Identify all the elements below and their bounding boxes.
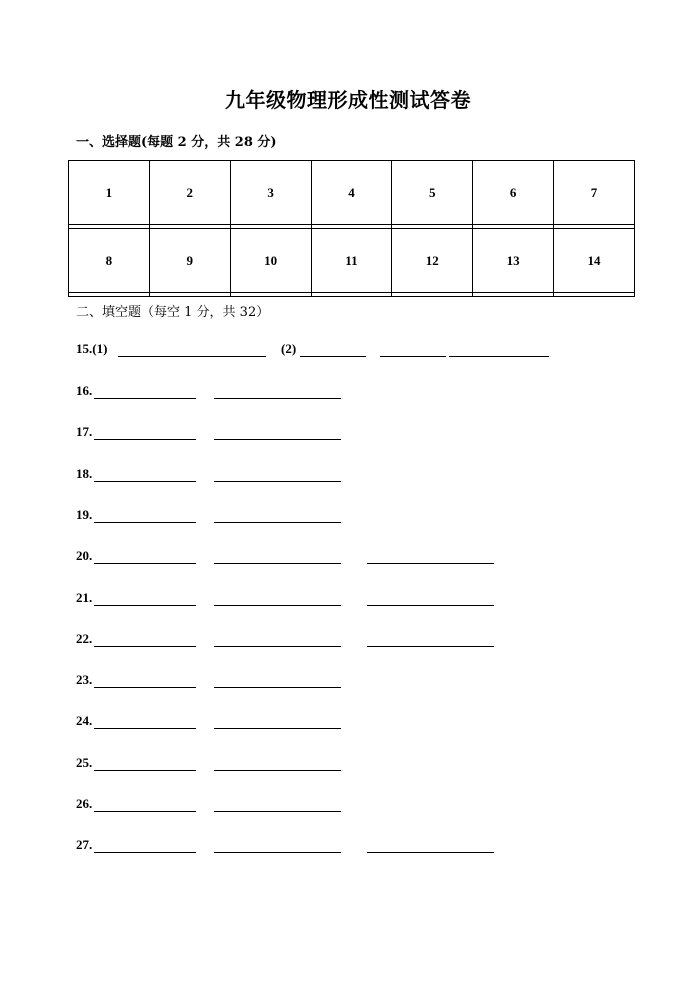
answer-blank[interactable] (367, 852, 494, 853)
answer-blank[interactable] (94, 563, 196, 564)
question-number-cell: 7 (554, 161, 635, 225)
answer-blank[interactable] (449, 356, 549, 357)
answer-grid-answer-row (69, 293, 635, 297)
question-row (76, 548, 506, 566)
question-number: 27. (76, 837, 93, 853)
question-number: 22. (76, 630, 93, 646)
answer-blank[interactable] (94, 522, 196, 523)
question-number-cell: 11 (311, 228, 392, 292)
question-number-cell: 2 (149, 161, 230, 225)
question-number-cell: 10 (230, 228, 311, 292)
answer-blank[interactable] (300, 356, 366, 357)
answer-blank[interactable] (380, 356, 446, 357)
question-number: 23. (76, 672, 93, 688)
answer-blank[interactable] (94, 852, 196, 853)
page-title: 九年级物理形成性测试答卷 (225, 88, 471, 112)
answer-blank[interactable] (214, 687, 341, 688)
answer-cell[interactable] (473, 293, 554, 297)
question-row (76, 755, 506, 773)
answer-blank[interactable] (214, 522, 341, 523)
question-number-cell: 6 (473, 161, 554, 225)
answer-blank[interactable] (367, 605, 494, 606)
question-number: 19. (76, 506, 93, 522)
question-row (76, 383, 506, 401)
question-number: 15.(1) (76, 341, 108, 356)
question-row (76, 672, 506, 690)
answer-blank[interactable] (94, 605, 196, 606)
question-row (76, 590, 506, 608)
answer-blank[interactable] (214, 811, 341, 812)
question-number: 24. (76, 713, 93, 729)
question-row-15 (76, 341, 556, 359)
question-row (76, 631, 506, 649)
question-number-cell: 8 (69, 228, 150, 292)
answer-cell[interactable] (230, 293, 311, 297)
question-row (76, 713, 506, 731)
question-row (76, 466, 506, 484)
question-number-cell: 1 (69, 161, 150, 225)
question-number: 21. (76, 589, 93, 605)
answer-blank[interactable] (214, 398, 341, 399)
question-number-cell: 9 (149, 228, 230, 292)
question-number-cell: 5 (392, 161, 473, 225)
question-number: 16. (76, 383, 93, 398)
answer-blank[interactable] (94, 481, 196, 482)
answer-blank[interactable] (214, 605, 341, 606)
answer-blank[interactable] (94, 687, 196, 688)
question-row (76, 424, 506, 442)
answer-cell[interactable] (149, 293, 230, 297)
answer-blank[interactable] (94, 728, 196, 729)
answer-blank[interactable] (214, 646, 341, 647)
answer-blank[interactable] (94, 770, 196, 771)
answer-blank[interactable] (214, 439, 341, 440)
question-number-cell: 4 (311, 161, 392, 225)
question-number: 18. (76, 465, 93, 481)
section-heading-multiple-choice: 一、选择题(每题 2 分，共 28 分) (76, 135, 277, 150)
question-row (76, 507, 506, 525)
answer-blank[interactable] (94, 398, 196, 399)
question-number-cell: 3 (230, 161, 311, 225)
answer-blank[interactable] (214, 563, 341, 564)
question-number-cell: 14 (554, 228, 635, 292)
answer-cell[interactable] (392, 293, 473, 297)
answer-grid (68, 160, 635, 297)
answer-cell[interactable] (554, 293, 635, 297)
question-number: 25. (76, 754, 93, 770)
question-number-cell: 12 (392, 228, 473, 292)
answer-grid-number-row (69, 228, 635, 292)
question-number: 26. (76, 796, 93, 811)
answer-cell[interactable] (69, 293, 150, 297)
answer-grid-number-row (69, 161, 635, 225)
answer-blank[interactable] (214, 481, 341, 482)
question-row (76, 796, 506, 814)
answer-blank[interactable] (367, 563, 494, 564)
answer-blank[interactable] (214, 770, 341, 771)
sub-question-label: (2) (281, 341, 297, 356)
answer-blank[interactable] (214, 852, 341, 853)
answer-blank[interactable] (94, 811, 196, 812)
answer-blank[interactable] (367, 646, 494, 647)
question-number: 17. (76, 424, 93, 440)
answer-blank[interactable] (94, 646, 196, 647)
answer-blank[interactable] (118, 356, 266, 357)
question-number-cell: 13 (473, 228, 554, 292)
answer-blank[interactable] (214, 728, 341, 729)
section-heading-fill-in: 二、填空题（每空 1 分，共 32） (76, 305, 270, 320)
question-number: 20. (76, 548, 93, 564)
answer-cell[interactable] (311, 293, 392, 297)
question-row (76, 837, 506, 855)
answer-blank[interactable] (94, 439, 196, 440)
